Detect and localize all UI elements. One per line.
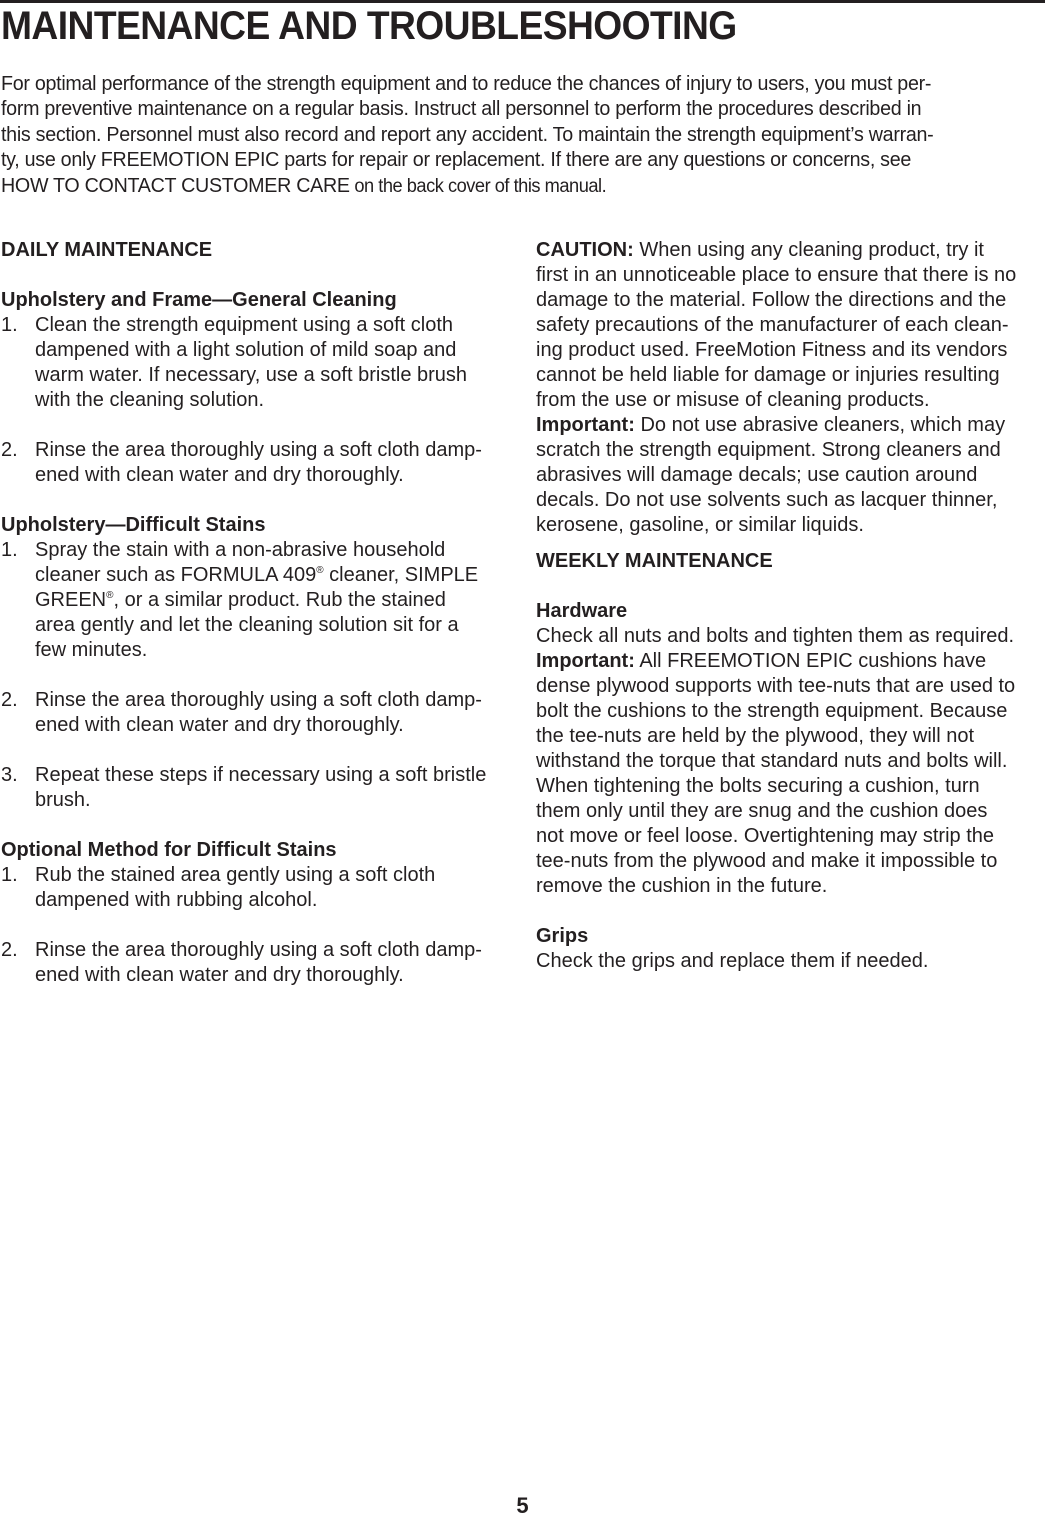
important-text: Do not use abrasive cleaners, which may [634, 414, 1006, 436]
step-text: dampened with a light solution of mild soap and [35, 339, 457, 361]
hardware-text: bolt the cushions to the strength equipment. Because [536, 700, 1008, 722]
intro-line: For optimal performance of the strength equipment and to reduce the chances of injury to users, you must per- [1, 72, 932, 95]
step-text: Spray the stain with a non-abrasive household [35, 539, 446, 561]
caution-text: first in an unnoticeable place to ensure that there is no [536, 264, 1017, 286]
step-text: few minutes. [35, 639, 148, 661]
difficult-stains-heading: Upholstery—Difficult Stains [1, 514, 266, 536]
list-item [1, 863, 516, 913]
customer-care-reference: HOW TO CONTACT CUSTOMER CARE [1, 173, 350, 197]
hardware-text: tee-nuts from the plywood and make it impossible to [536, 850, 998, 872]
caution-text: cannot be held liable for damage or injuries resulting [536, 364, 1000, 386]
caution-block [536, 238, 1044, 538]
hardware-text: When tightening the bolts securing a cushion, turn [536, 775, 980, 797]
step-text: Repeat these steps if necessary using a soft bristle [35, 764, 487, 786]
step-number: 1. [1, 314, 18, 336]
step-text: Clean the strength equipment using a soft cloth [35, 314, 454, 336]
page-number: 5 [516, 1493, 529, 1518]
left-column [1, 238, 516, 988]
general-cleaning-heading: Upholstery and Frame—General Cleaning [1, 289, 397, 311]
hardware-text: Check all nuts and bolts and tighten them as required. [536, 625, 1015, 647]
list-item [1, 688, 516, 738]
intro-line: form preventive maintenance on a regular basis. Instruct all personnel to perform the procedures described in [1, 97, 922, 121]
important-text: decals. Do not use solvents such as lacquer thinner, [536, 489, 998, 511]
registered-mark: ® [316, 565, 324, 576]
optional-method-heading: Optional Method for Difficult Stains [1, 839, 337, 861]
intro-line-rest: on the back cover of this manual. [349, 175, 607, 197]
caution-text: safety precautions of the manufacturer of each clean- [536, 314, 1009, 336]
grips-text: Check the grips and replace them if needed. [536, 950, 929, 972]
step-text: ened with clean water and dry thoroughly. [35, 464, 404, 486]
caution-label: CAUTION: [536, 239, 634, 261]
important-label: Important: [536, 414, 635, 436]
hardware-text: All FREEMOTION EPIC cushions have [634, 650, 987, 672]
weekly-maintenance-heading: WEEKLY MAINTENANCE [536, 550, 773, 572]
daily-maintenance-heading: DAILY MAINTENANCE [1, 239, 213, 261]
grips-heading: Grips [536, 925, 589, 947]
hardware-text: dense plywood supports with tee-nuts that are used to [536, 675, 1016, 697]
step-number: 1. [1, 539, 18, 561]
hardware-text: remove the cushion in the future. [536, 875, 828, 897]
important-text: kerosene, gasoline, or similar liquids. [536, 514, 864, 536]
list-item [1, 438, 516, 488]
important-text: abrasives will damage decals; use caution around [536, 464, 978, 486]
step-number: 1. [1, 864, 18, 886]
caution-text: When using any cleaning product, try it [633, 239, 984, 261]
caution-text: from the use or misuse of cleaning products. [536, 389, 930, 411]
list-item [1, 538, 516, 663]
step-number: 2. [1, 939, 18, 961]
top-rule [0, 0, 1045, 3]
hardware-text: the tee-nuts are held by the plywood, they will not [536, 725, 975, 747]
step-text: Rinse the area thoroughly using a soft cloth damp- [35, 439, 482, 461]
hardware-text: them only until they are snug and the cushion does [536, 800, 988, 822]
step-text: Rinse the area thoroughly using a soft cloth damp- [35, 939, 482, 961]
step-text: Rub the stained area gently using a soft cloth [35, 864, 436, 886]
list-item [1, 763, 516, 813]
intro-paragraph [1, 71, 1019, 199]
registered-mark: ® [106, 590, 114, 601]
right-column [536, 238, 1044, 974]
step-number: 3. [1, 764, 18, 786]
intro-line: this section. Personnel must also record and report any accident. To maintain the strength equipment’s warran- [1, 122, 934, 146]
step-text: with the cleaning solution. [35, 389, 265, 411]
step-number: 2. [1, 439, 18, 461]
step-text: GREEN®, or a similar product. Rub the stained [35, 589, 446, 611]
caution-text: ing product used. FreeMotion Fitness and its vendors [536, 339, 1008, 361]
step-text: cleaner such as FORMULA 409® cleaner, SIMPLE [35, 564, 479, 586]
important-label: Important: [536, 650, 635, 672]
step-text: Rinse the area thoroughly using a soft cloth damp- [35, 689, 482, 711]
step-number: 2. [1, 689, 18, 711]
page-title: MAINTENANCE AND TROUBLESHOOTING [1, 4, 737, 48]
step-text: warm water. If necessary, use a soft bristle brush [35, 364, 468, 386]
intro-line [1, 173, 1019, 199]
step-text: dampened with rubbing alcohol. [35, 889, 318, 911]
intro-line: ty, use only FREEMOTION EPIC parts for repair or replacement. If there are any questions or concerns, see [1, 148, 912, 172]
list-item [1, 313, 516, 413]
list-item [1, 938, 516, 988]
important-text: scratch the strength equipment. Strong cleaners and [536, 439, 1001, 461]
step-text: area gently and let the cleaning solution sit for a [35, 614, 459, 636]
step-text: brush. [35, 789, 91, 811]
hardware-heading: Hardware [536, 600, 628, 622]
caution-text: damage to the material. Follow the directions and the [536, 289, 1007, 311]
hardware-text: not move or feel loose. Overtightening may strip the [536, 825, 995, 847]
hardware-text: withstand the torque that standard nuts and bolts will. [536, 750, 1008, 772]
step-text: ened with clean water and dry thoroughly. [35, 714, 404, 736]
step-text: ened with clean water and dry thoroughly. [35, 964, 404, 986]
